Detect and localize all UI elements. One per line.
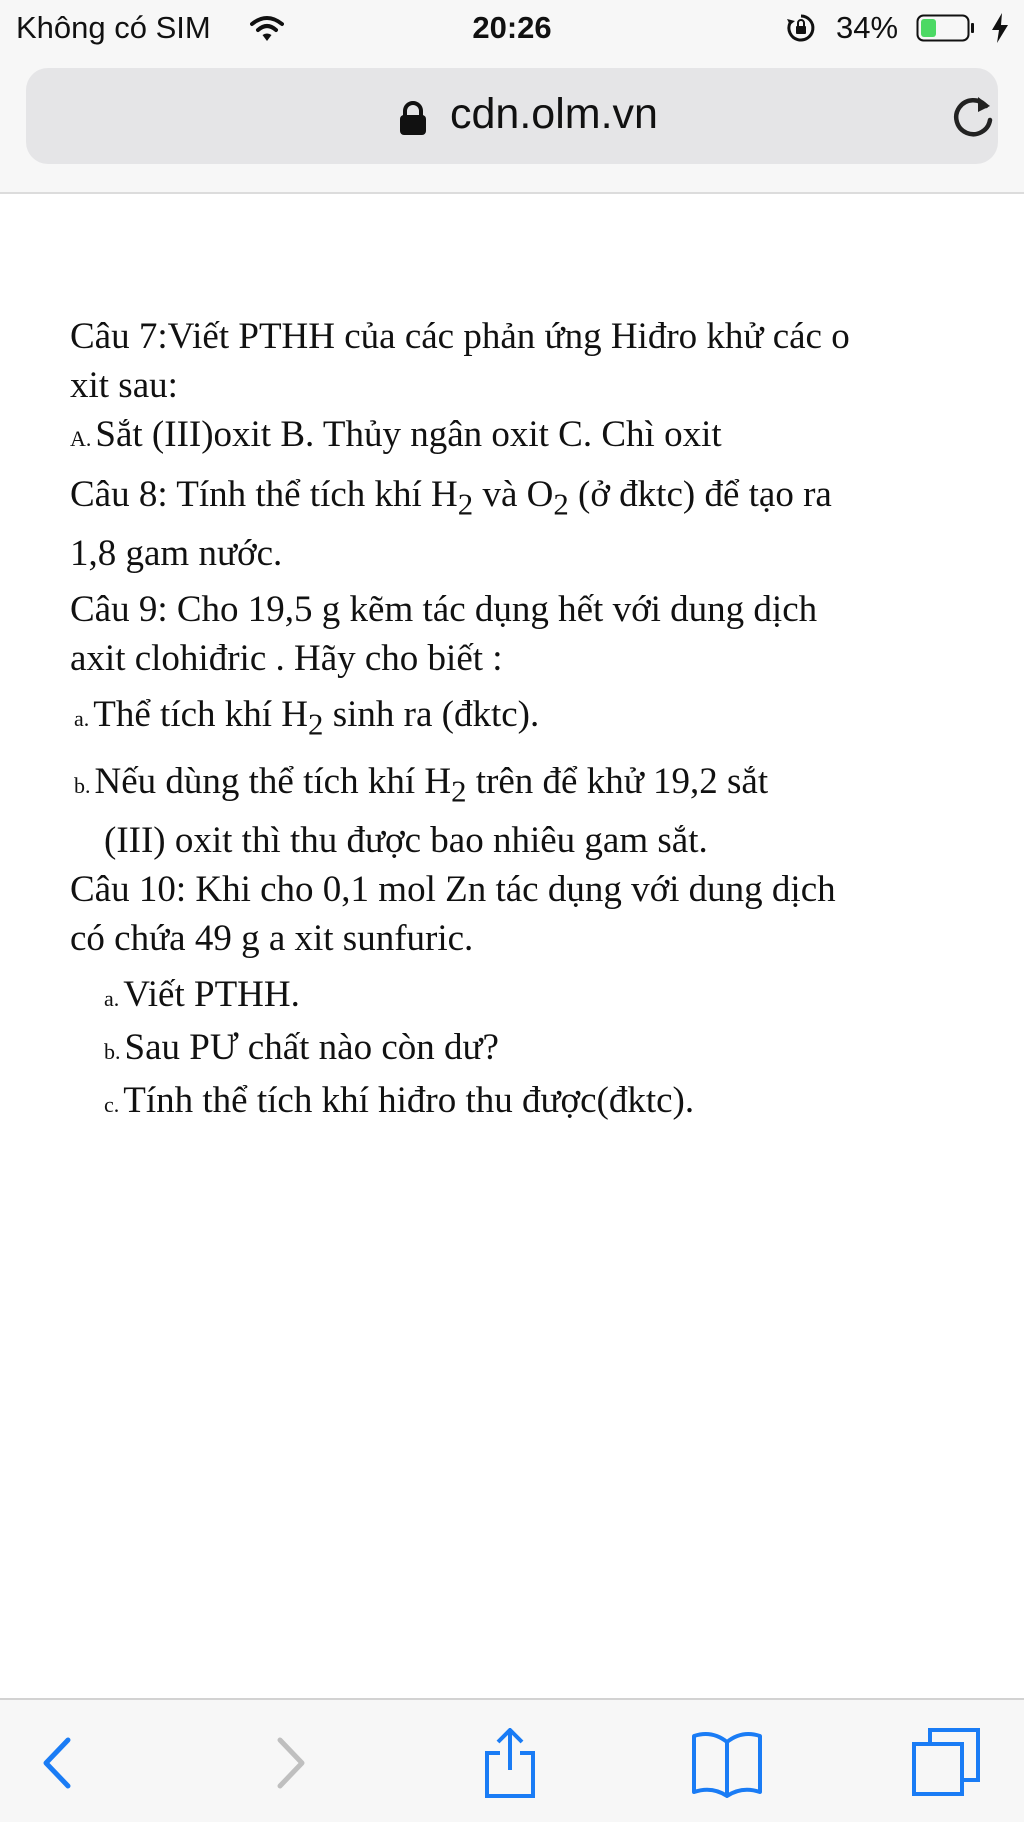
text-run: Thể tích khí H	[93, 694, 309, 736]
battery-icon	[916, 14, 976, 42]
battery-percent: 34%	[836, 10, 899, 45]
list-marker: A.	[70, 426, 92, 451]
document-content	[70, 312, 970, 1129]
charging-icon	[990, 12, 1010, 44]
question-9-item-b-line-2: (III) oxit thì thu được bao nhiêu gam sắt.	[104, 820, 708, 862]
browser-chrome	[0, 58, 1024, 194]
carrier-label: Không có SIM	[16, 10, 211, 45]
status-bar	[0, 0, 1024, 58]
question-10-line-1: Câu 10: Khi cho 0,1 mol Zn tác dụng với dung dịch	[70, 869, 836, 911]
list-marker: a.	[74, 706, 90, 732]
question-7-line-2: xit sau:	[70, 365, 178, 406]
text-run: Tính thể tích khí hiđro thu được(đktc).	[123, 1080, 695, 1122]
text-run: Câu 8: Tính thể tích khí H	[70, 474, 458, 515]
list-marker: b.	[74, 772, 91, 798]
question-10-item-b	[70, 1023, 970, 1076]
back-icon[interactable]	[26, 1728, 96, 1798]
question-10-item-c	[70, 1076, 970, 1129]
list-marker: c.	[104, 1092, 120, 1118]
text-run: trên để khử 19,2 sắt	[466, 760, 769, 802]
list-marker: b.	[104, 1039, 121, 1065]
question-9-line-2: axit clohiđric . Hãy cho biết :	[70, 638, 503, 680]
question-9-item-b	[70, 757, 970, 816]
text-run: (ở đktc) để tạo ra	[568, 474, 832, 515]
question-8-line-2: 1,8 gam nước.	[70, 533, 283, 575]
subscript: 2	[457, 487, 474, 522]
reload-icon[interactable]	[948, 92, 998, 142]
forward-icon[interactable]	[252, 1728, 322, 1798]
question-8-line-1	[70, 470, 970, 529]
subscript: 2	[451, 774, 467, 809]
text-run: sinh ra (đktc).	[323, 694, 540, 736]
address-bar[interactable]	[26, 68, 998, 164]
clock: 20:26	[472, 10, 552, 45]
question-9-line-1: Câu 9: Cho 19,5 g kẽm tác dụng hết với dung dịch	[70, 589, 818, 631]
lock-icon	[398, 100, 428, 136]
url-text: cdn.olm.vn	[450, 90, 658, 138]
text-run: Nếu dùng thể tích khí H	[94, 760, 452, 802]
question-7-options	[70, 410, 970, 463]
text-run: Viết PTHH.	[123, 974, 300, 1016]
text-run: và O	[473, 474, 554, 515]
wifi-icon	[250, 14, 284, 44]
text-run: Sau PƯ chất nào còn dư?	[124, 1027, 499, 1069]
tabs-icon[interactable]	[912, 1728, 982, 1798]
bottom-toolbar	[0, 1698, 1024, 1822]
rotation-lock-icon	[786, 13, 816, 43]
question-10-line-2: có chứa 49 g a xit sunfuric.	[70, 918, 474, 960]
subscript: 2	[308, 707, 324, 742]
bookmarks-icon[interactable]	[692, 1728, 762, 1798]
question-10-item-a	[70, 970, 970, 1023]
question-9-item-a	[70, 690, 970, 749]
list-marker: a.	[104, 986, 120, 1012]
share-icon[interactable]	[475, 1728, 545, 1798]
subscript: 2	[553, 487, 569, 522]
question-7-line-1: Câu 7:Viết PTHH của các phản ứng Hiđro khử các o	[70, 316, 850, 357]
option-text: Sắt (III)oxit B. Thủy ngân oxit C. Chì oxit	[95, 414, 722, 455]
